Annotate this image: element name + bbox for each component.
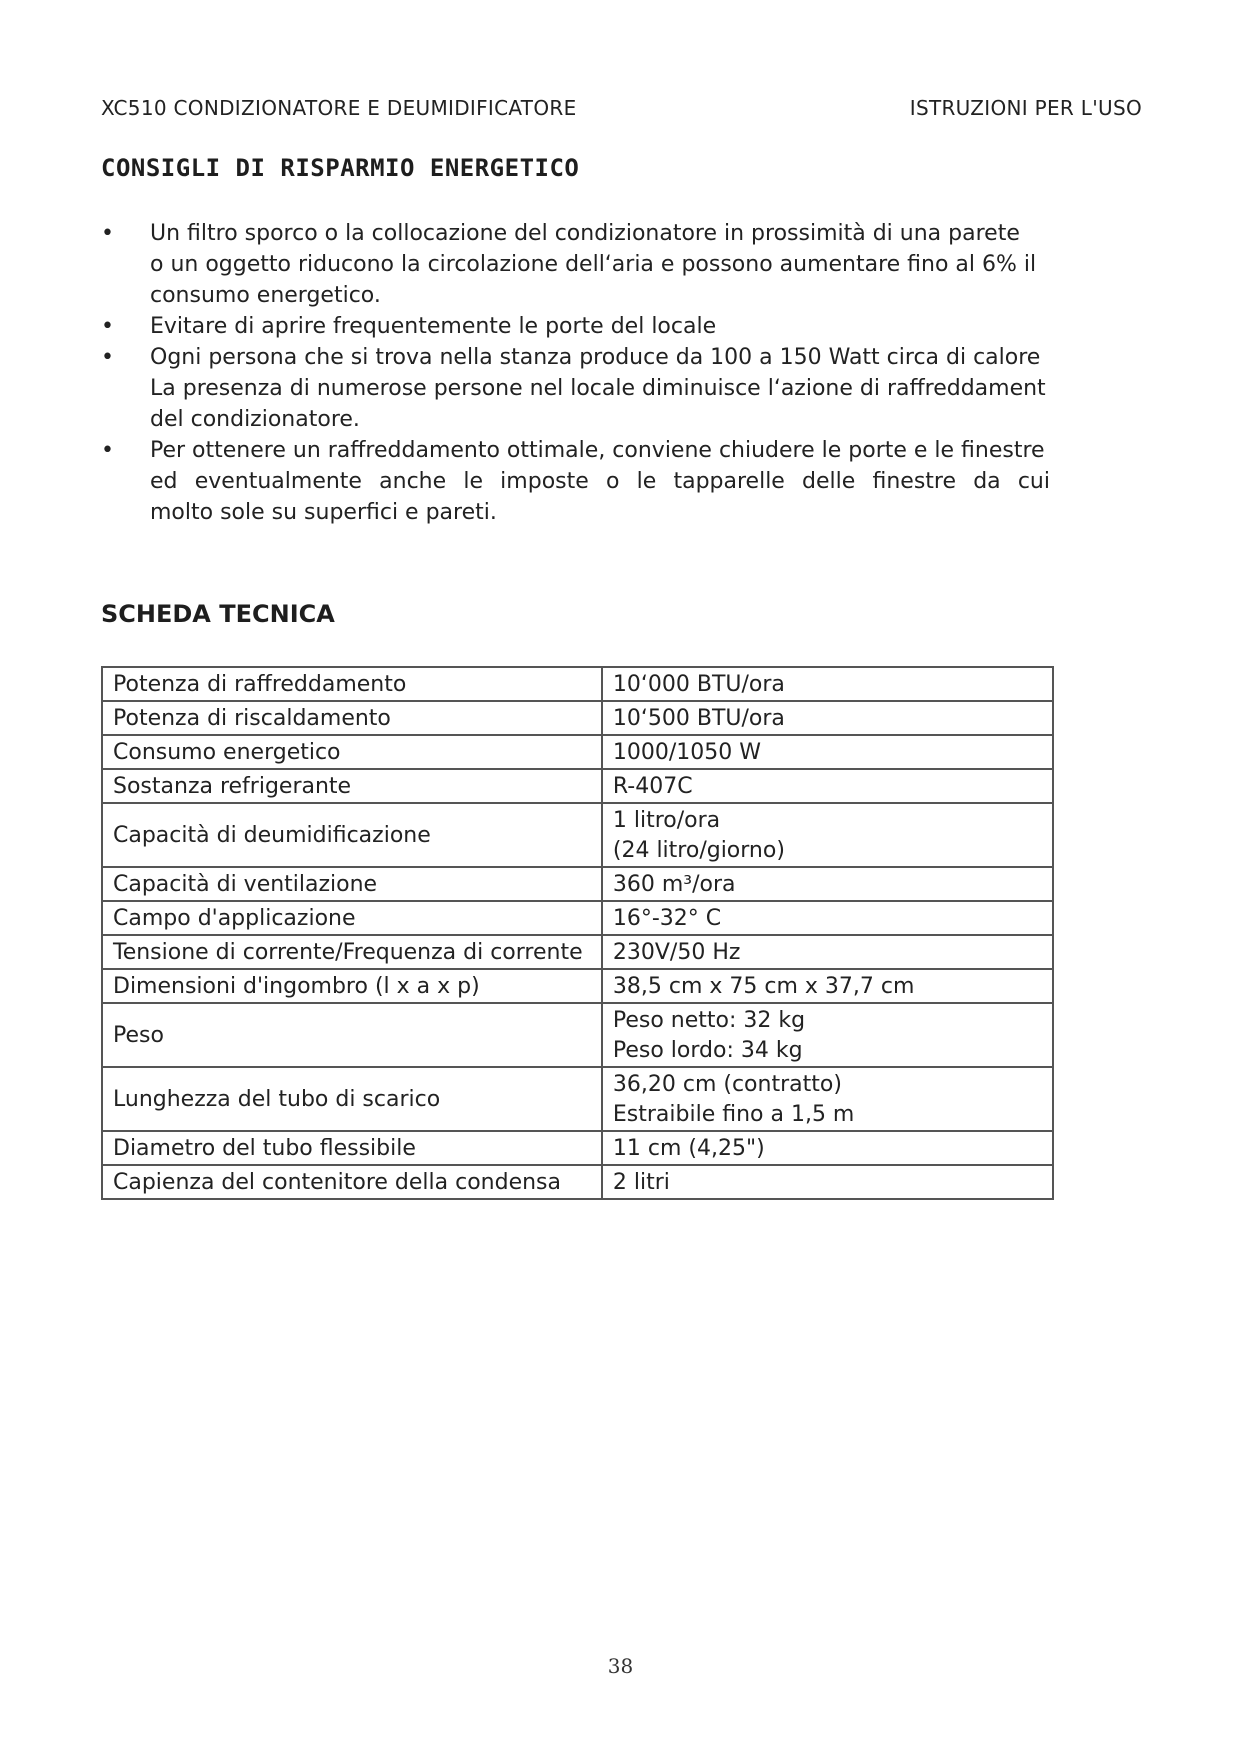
header-left: XC510 CONDIZIONATORE E DEUMIDIFICATORE — [101, 96, 577, 120]
spec-value: 360 m³/ora — [602, 867, 1053, 901]
table-row — [102, 901, 1053, 935]
spec-title: SCHEDA TECNICA — [101, 600, 335, 628]
spec-value: 10‘000 BTU/ora — [602, 667, 1053, 701]
table-row — [102, 935, 1053, 969]
table-row — [102, 1131, 1053, 1165]
spec-label: Potenza di raffreddamento — [102, 667, 602, 701]
spec-value: R-407C — [602, 769, 1053, 803]
table-row — [102, 867, 1053, 901]
spec-label: Sostanza refrigerante — [102, 769, 602, 803]
spec-label: Potenza di riscaldamento — [102, 701, 602, 735]
bullet-icon: • — [101, 314, 114, 339]
tip-line: consumo energetico. — [150, 283, 381, 308]
tip-line: del condizionatore. — [150, 407, 360, 432]
spec-value: 10‘500 BTU/ora — [602, 701, 1053, 735]
spec-label: Lunghezza del tubo di scarico — [102, 1067, 602, 1131]
spec-table — [101, 666, 1054, 1200]
spec-label: Diametro del tubo flessibile — [102, 1131, 602, 1165]
tip-line: ed eventualmente anche le imposte o le tapparelle delle finestre da cui — [150, 469, 1050, 494]
spec-label: Campo d'applicazione — [102, 901, 602, 935]
list-item — [101, 435, 1053, 528]
table-row — [102, 701, 1053, 735]
list-item — [101, 218, 1053, 311]
page-number: 38 — [607, 1654, 634, 1678]
spec-label: Peso — [102, 1003, 602, 1067]
header-right: ISTRUZIONI PER L'USO — [909, 96, 1142, 120]
spec-value: Peso netto: 32 kg Peso lordo: 34 kg — [602, 1003, 1053, 1067]
table-row — [102, 1067, 1053, 1131]
table-row — [102, 667, 1053, 701]
tip-line: La presenza di numerose persone nel locale diminuisce l‘azione di raffreddament — [150, 376, 1046, 401]
tip-line: Evitare di aprire frequentemente le porte del locale — [150, 314, 717, 339]
spec-label: Dimensioni d'ingombro (l x a x p) — [102, 969, 602, 1003]
tip-line: Ogni persona che si trova nella stanza produce da 100 a 150 Watt circa di calore — [150, 345, 1041, 370]
spec-label: Tensione di corrente/Frequenza di corrente — [102, 935, 602, 969]
spec-value: 11 cm (4,25") — [602, 1131, 1053, 1165]
energy-tips-list — [101, 218, 1053, 528]
table-row — [102, 769, 1053, 803]
spec-value: 1000/1050 W — [602, 735, 1053, 769]
table-row — [102, 1165, 1053, 1199]
spec-value: 230V/50 Hz — [602, 935, 1053, 969]
table-row — [102, 1003, 1053, 1067]
spec-label: Consumo energetico — [102, 735, 602, 769]
list-item — [101, 342, 1053, 435]
spec-value: 36,20 cm (contratto) Estraibile fino a 1,5 m — [602, 1067, 1053, 1131]
list-item — [101, 311, 1053, 342]
bullet-icon: • — [101, 221, 114, 246]
tip-line: molto sole su superfici e pareti. — [150, 500, 497, 525]
energy-tips-title: CONSIGLI DI RISPARMIO ENERGETICO — [101, 154, 580, 182]
table-row — [102, 803, 1053, 867]
table-row — [102, 969, 1053, 1003]
spec-value: 2 litri — [602, 1165, 1053, 1199]
spec-label: Capacità di deumidificazione — [102, 803, 602, 867]
spec-value: 38,5 cm x 75 cm x 37,7 cm — [602, 969, 1053, 1003]
spec-value: 16°-32° C — [602, 901, 1053, 935]
spec-value: 1 litro/ora (24 litro/giorno) — [602, 803, 1053, 867]
spec-label: Capacità di ventilazione — [102, 867, 602, 901]
tip-line: Un filtro sporco o la collocazione del condizionatore in prossimità di una parete — [150, 221, 1020, 246]
bullet-icon: • — [101, 345, 114, 370]
bullet-icon: • — [101, 438, 114, 463]
table-row — [102, 735, 1053, 769]
tip-line: Per ottenere un raffreddamento ottimale, conviene chiudere le porte e le finestre — [150, 438, 1045, 463]
spec-label: Capienza del contenitore della condensa — [102, 1165, 602, 1199]
tip-line: o un oggetto riducono la circolazione dell‘aria e possono aumentare fino al 6% il — [150, 252, 1037, 277]
